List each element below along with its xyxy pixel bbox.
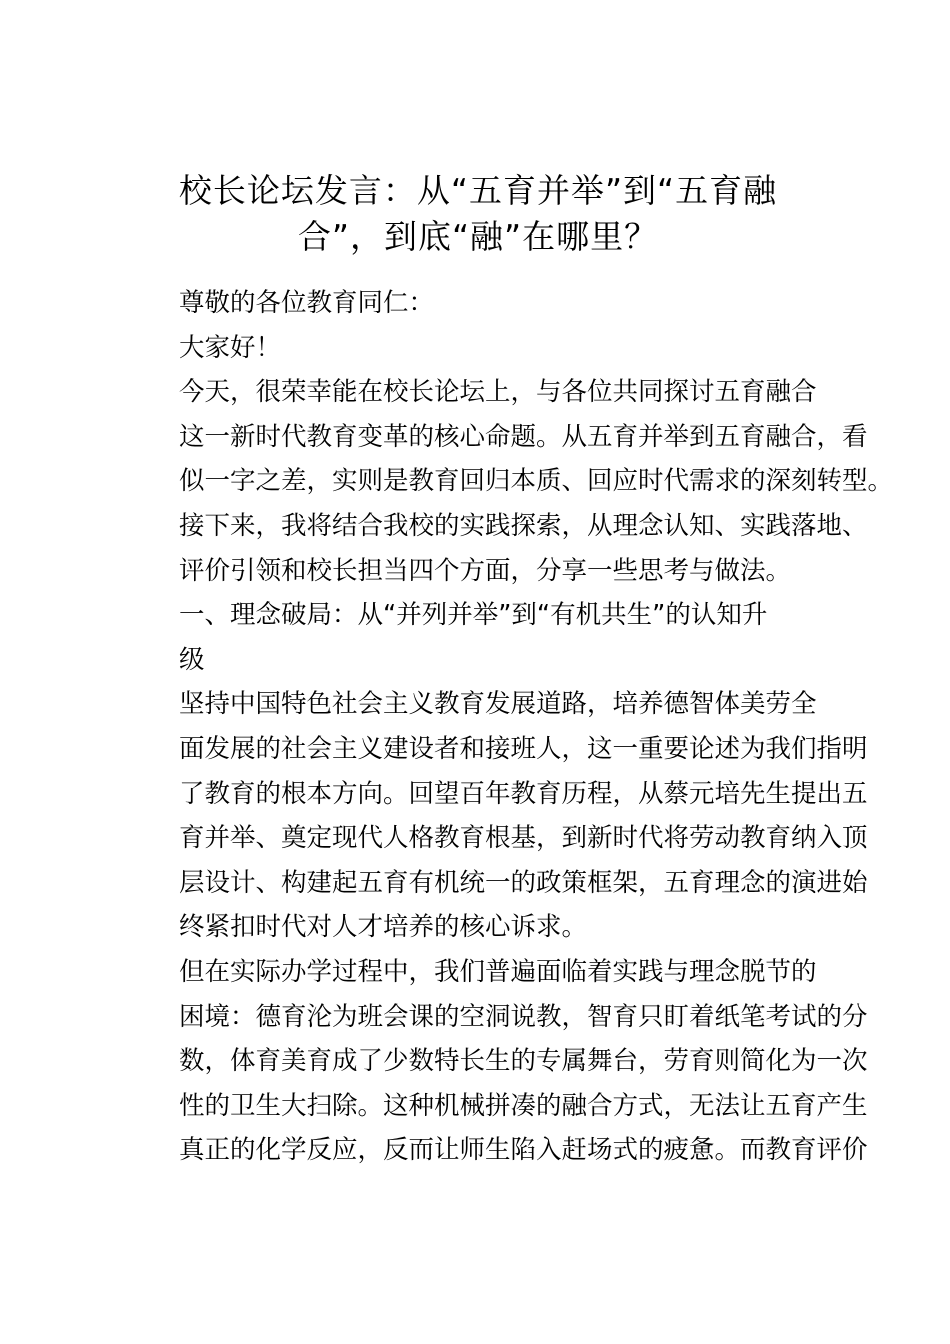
intro-paragraph	[128, 370, 894, 593]
salutation: 尊敬的各位教育同仁：	[179, 288, 435, 318]
paragraph-line: 终紧扣时代对人才培养的核心诉求。	[179, 912, 588, 943]
body-paragraph	[128, 682, 868, 950]
paragraph-line: 真正的化学反应，反而让师生陷入赶场式的疲惫。而教育评价	[179, 1135, 868, 1166]
paragraph-line: 数，体育美育成了少数特长生的专属舞台，劳育则简化为一次	[179, 1046, 868, 1077]
paragraph-line: 层设计、构建起五育有机统一的政策框架，五育理念的演进始	[179, 867, 868, 898]
paragraph-line: 困境：德育沦为班会课的空洞说教，智育只盯着纸笔考试的分	[179, 1001, 868, 1032]
document-title	[128, 168, 828, 260]
heading-line: 级	[179, 644, 205, 675]
body-paragraph	[128, 950, 868, 1173]
paragraph-line: 但在实际办学过程中，我们普遍面临着实践与理念脱节的	[179, 956, 817, 987]
paragraph-line: 面发展的社会主义建设者和接班人，这一重要论述为我们指明	[179, 733, 868, 764]
paragraph-line: 接下来，我将结合我校的实践探索，从理念认知、实践落地、	[179, 510, 868, 541]
heading-line: 一、理念破局：从“并列并举”到“有机共生”的认知升	[179, 600, 768, 631]
title-line: 校长论坛发言：从“五育并举”到“五育融	[178, 171, 778, 210]
paragraph-line: 似一字之差，实则是教育回归本质、回应时代需求的深刻转型。	[179, 466, 894, 497]
document-body	[128, 281, 894, 1173]
paragraph-line: 性的卫生大扫除。这种机械拼凑的融合方式，无法让五育产生	[179, 1090, 868, 1121]
paragraph-line: 坚持中国特色社会主义教育发展道路，培养德智体美劳全	[179, 689, 817, 720]
paragraph-line: 今天，很荣幸能在校长论坛上，与各位共同探讨五育融合	[179, 377, 817, 408]
paragraph-line: 评价引领和校长担当四个方面，分享一些思考与做法。	[179, 555, 792, 586]
section-heading	[128, 593, 848, 682]
title-line: 合”，到底“融”在哪里？	[297, 217, 659, 256]
paragraph-line: 这一新时代教育变革的核心命题。从五育并举到五育融合，看	[179, 421, 868, 452]
paragraph-line: 育并举、奠定现代人格教育根基，到新时代将劳动教育纳入顶	[179, 823, 868, 854]
greeting: 大家好！	[179, 332, 282, 363]
paragraph-line: 了教育的根本方向。回望百年教育历程，从蔡元培先生提出五	[179, 778, 868, 809]
